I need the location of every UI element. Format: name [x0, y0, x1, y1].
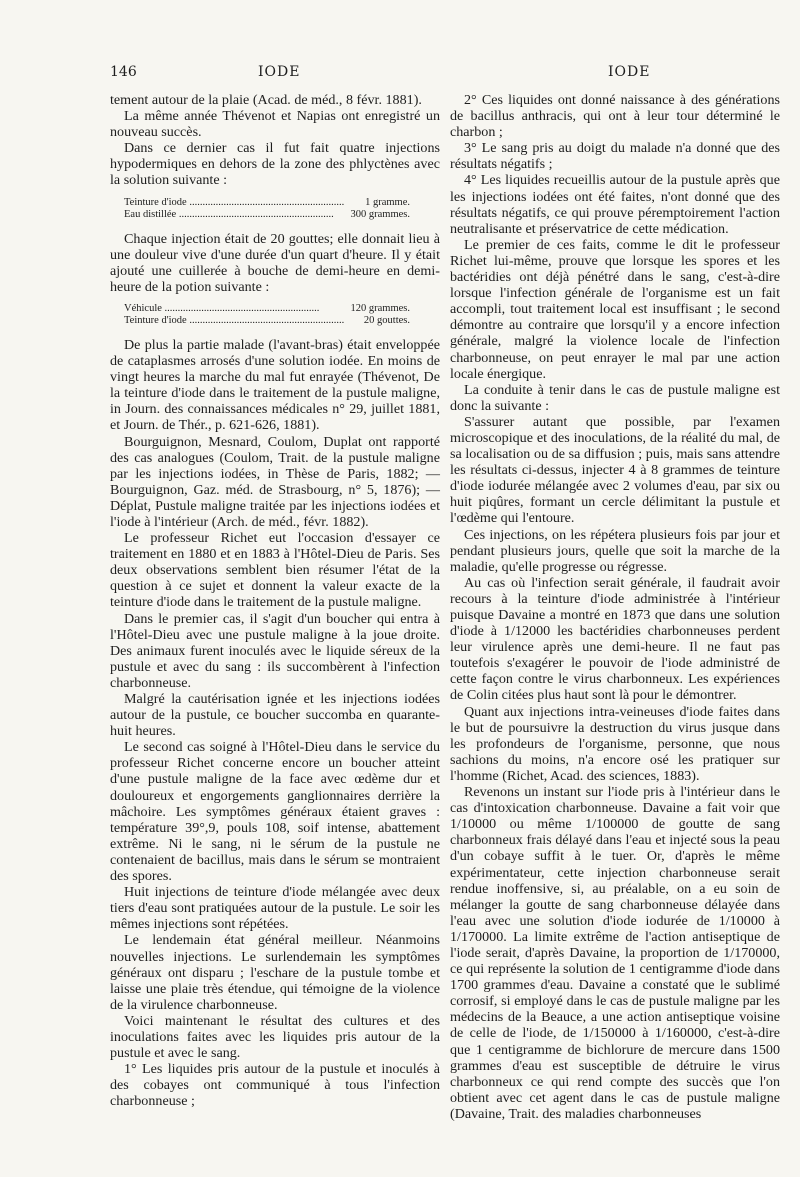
page-number: 146 [110, 64, 137, 80]
paragraph: tement autour de la plaie (Acad. de méd., 8 févr. 1881). [110, 92, 422, 108]
right-column [450, 92, 780, 1122]
paragraph: Au cas où l'infection serait générale, il faudrait avoir recours à la teinture d'iode administrée à l'intérieur puisque Davaine a montré en 1873 que dans une solution d'iode à 1/12000 les bactéridies charbonneuses perdent leur virulence après une demi-heure. Il ne faut pas toutefois s'exagérer le pouvoir de l'iode administré de cette façon contre le virus charbonneux. Les expériences de Colin citées plus haut sont là pour le démontrer. [450, 574, 780, 704]
paragraph: 3° Le sang pris au doigt du malade n'a donné que des résultats négatifs ; [450, 140, 780, 173]
paragraph: Le professeur Richet eut l'occasion d'essayer ce traitement en 1880 et en 1883 à l'Hôtel-Dieu de Paris. Ses deux observations semblent bien résumer l'état de la question à ce sujet et donnent la valeur exacte de la teinture d'iode dans le traitement de la pustule maligne. [110, 530, 440, 611]
paragraph: La même année Thévenot et Napias ont enregistré un nouveau succès. [110, 108, 440, 141]
recipe-row [124, 197, 440, 209]
recipe-quantity: 1 gramme. [365, 196, 410, 208]
page-header [0, 64, 800, 84]
running-head-left: IODE [258, 64, 301, 80]
paragraph: Bourguignon, Mesnard, Coulom, Duplat ont rapporté des cas analogues (Coulom, Trait. de la pustule maligne par les injections iodées, in Thèse de Paris, 1882; — Bourguignon, Gaz. méd. de Strasbourg, n° 5, 1876); — Déplat, Pustule maligne traitée par les injections iodées et l'iode à l'intérieur (Arch. de méd., févr. 1882). [110, 433, 440, 530]
recipe-table [124, 197, 440, 221]
paragraph: Le premier de ces faits, comme le dit le professeur Richet lui-même, prouve que lorsque les spores et les bactéridies ont déjà pénétré dans le sang, c'est-à-dire lorsque l'infection générale de l'organisme est un fait accompli, tout traitement local est insuffisant ; le second démontre au contraire que lorsqu'il y a encore infection générale, malgré la violence locale de l'infection charbonneuse, on peut enrayer le mal par une action locale énergique. [450, 236, 780, 382]
recipe-ingredient: Teinture d'iode ..... [124, 315, 344, 327]
paragraph: Dans le premier cas, il s'agit d'un boucher qui entra à l'Hôtel-Dieu avec une pustule maligne à la joue droite. Des animaux furent inoculés avec le liquide séreux de la pustule et avec du sang : ils succombèrent à l'infection charbonneuse. [110, 610, 440, 691]
paragraph: La conduite à tenir dans le cas de pustule maligne est donc la suivante : [450, 381, 780, 414]
recipe-ingredient: Teinture d'iode ..... [124, 197, 344, 209]
recipe-quantity: 20 gouttes. [363, 314, 410, 326]
paragraph: Dans ce dernier cas il fut fait quatre injections hypodermiques en dehors de la zone des phlyctènes avec la solution suivante : [110, 140, 440, 189]
paragraph: Voici maintenant le résultat des cultures et des inoculations faites avec les liquides pris autour de la pustule et avec le sang. [110, 1012, 440, 1062]
running-head-right: IODE [608, 64, 651, 80]
recipe-row [124, 303, 440, 315]
paragraph: Quant aux injections intra-veineuses d'iode faites dans le but de poursuivre la destruction du virus jusque dans les profondeurs de l'organisme, personne, que nous sachions du moins, n'a encore osé les pratiquer sur l'homme (Richet, Acad. des sciences, 1883). [450, 703, 780, 784]
paragraph: Revenons un instant sur l'iode pris à l'intérieur dans le cas d'intoxication charbonneuse. Davaine a fait voir que 1/10000 ou même 1/100000 de goutte de sang charbonneux frais délayé dans l'eau et injecté sous la peau d'un cobaye suffit à le tuer. Or, d'après le même expérimentateur, cette injection charbonneuse serait rendue inoffensive, si, au préalable, on a eu soin de mélanger la goutte de sang charbonneuse délayée dans l'eau avec une solution d'iode iodurée de 1/10000 à 1/170000. La limite extrême de l'action antiseptique de l'iode serait, d'après Davaine, la proportion de 1/170000, ce qui représente la solution de 1 centigramme d'iode dans 1700 grammes d'eau. Davaine a constaté que le sublimé corrosif, si employé dans le cas de pustule maligne par les médecins de la Beauce, a une action antiseptique voisine de celle de l'iode, de 1/150000 à 1/160000, c'est-à-dire que 1 centigramme de bichlorure de mercure dans 1500 grammes d'eau est susceptible de détruire le virus charbonneux ce qui rend compte des succès que l'on obtient avec cet agent dans le cas de pustule maligne (Davaine, Trait. des maladies charbonneuses [450, 784, 780, 1122]
paragraph: 2° Ces liquides ont donné naissance à des générations de bacillus anthracis, qui ont à leur tour déterminé le charbon ; [450, 92, 780, 141]
recipe-row [124, 209, 440, 221]
paragraph: S'assurer autant que possible, par l'examen microscopique et des inoculations, de la réalité du mal, de sa localisation ou de sa diffusion ; puis, mais sans attendre les résultats ci-dessus, injecter 4 à 8 grammes de teinture d'iode iodurée mélangée avec 2 volumes d'eau, par six ou huit piqûres, formant un cercle délimitant la pustule et l'œdème qui l'entoure. [450, 413, 780, 527]
paragraph: Le lendemain état général meilleur. Néanmoins nouvelles injections. Le surlendemain les symptômes généraux ont disparu ; l'eschare de la pustule tombe et laisse une plaie très étendue, qui témoigne de la violence de la virulence charbonneuse. [110, 932, 440, 1013]
recipe-quantity: 120 grammes. [350, 302, 410, 314]
paragraph: De plus la partie malade (l'avant-bras) était enveloppée de cataplasmes arrosés d'une solution iodée. En moins de vingt heures la marche du mal fut enrayée (Thévenot, De la teinture d'iode dans le traitement de la pustule maligne, in Journ. des connaissances médicales n° 29, juillet 1881, et Journ. de Thér., p. 621-626, 1881). [110, 336, 440, 434]
paragraph: Le second cas soigné à l'Hôtel-Dieu dans le service du professeur Richet concerne encore un boucher atteint d'une pustule maligne de la face avec œdème dur et douloureux et engorgements ganglionnaires derrière la mâchoire. Les symptômes généraux étaient graves : température 39°,9, pouls 108, soif intense, abattement extrême. Ni le sang, ni le sérum de la pustule ne contenaient de bacillus, mais dans le sérum se montraient des spores. [110, 739, 440, 885]
paragraph: Chaque injection était de 20 gouttes; elle donnait lieu à une douleur vive d'une durée d'un quart d'heure. Il y était ajouté une cuillerée à bouche de demi-heure en demi-heure de la potion suivante : [110, 230, 440, 295]
paragraph: 1° Les liquides pris autour de la pustule et inoculés à des cobayes ont communiqué à tous l'infection charbonneuse ; [110, 1061, 440, 1110]
left-column [110, 92, 440, 1109]
recipe-row [124, 315, 440, 327]
recipe-ingredient: Véhicule ..... [124, 303, 319, 315]
recipe-table [124, 303, 440, 327]
recipe-ingredient: Eau distillée ..... [124, 209, 334, 221]
recipe-quantity: 300 grammes. [350, 208, 410, 220]
paragraph: Malgré la cautérisation ignée et les injections iodées autour de la pustule, ce boucher succomba en quarante-huit heures. [110, 691, 440, 740]
paragraph: 4° Les liquides recueillis autour de la pustule après que les injections iodées ont été faites, n'ont donné que des résultats négatifs, ce qui prouve péremptoirement l'action neutralisante et préservatrice de cette médication. [450, 172, 780, 237]
paragraph: Ces injections, on les répétera plusieurs fois par jour et pendant plusieurs jours, quelle que soit la marche de la maladie, qu'elle progresse ou régresse. [450, 526, 780, 575]
paragraph: Huit injections de teinture d'iode mélangée avec deux tiers d'eau sont pratiquées autour de la pustule. Le soir les mêmes injections sont répétées. [110, 884, 440, 933]
